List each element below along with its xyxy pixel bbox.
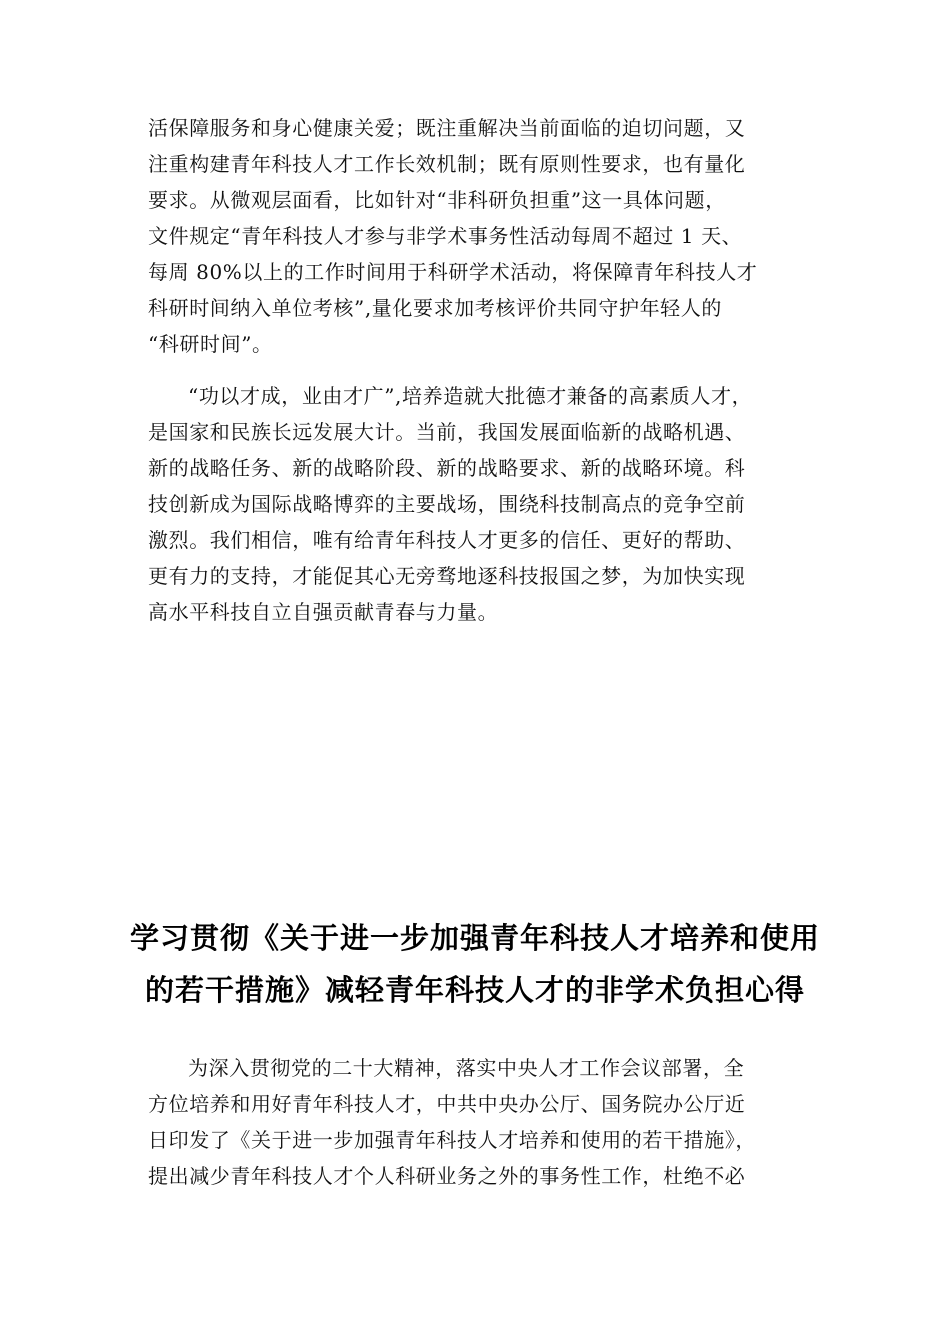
- text-line: 更有力的支持，才能促其心无旁骛地逐科技报国之梦，为加快实现: [148, 564, 746, 588]
- paragraph-conclusion: [148, 378, 808, 630]
- text-line: 每周 80%以上的工作时间用于科研学术活动，将保障青年科技人才: [148, 260, 758, 284]
- text-line: 科研时间纳入单位考核”,量化要求加考核评价共同守护年轻人的: [148, 296, 722, 320]
- text-line: 活保障服务和身心健康关爱；既注重解决当前面临的迫切问题，又: [148, 116, 746, 140]
- text-line: 提出减少青年科技人才个人科研业务之外的事务性工作，杜绝不必: [148, 1164, 746, 1188]
- text-line: 高水平科技自立自强贡献青春与力量。: [148, 600, 499, 624]
- paragraph-intro: [148, 1050, 808, 1194]
- text-line: “科研时间”。: [148, 332, 273, 356]
- text-line: 日印发了《关于进一步加强青年科技人才培养和使用的若干措施》，: [148, 1128, 756, 1152]
- text-line: 是国家和民族长远发展大计。当前，我国发展面临新的战略机遇、: [148, 420, 746, 444]
- article-title: [120, 912, 830, 1016]
- text-line: “功以才成，业由才广”,培养造就大批德才兼备的高素质人才，: [188, 384, 753, 408]
- text-line: 文件规定“青年科技人才参与非学术事务性活动每周不超过 1 天、: [148, 224, 743, 248]
- text-line: 激烈。我们相信，唯有给青年科技人才更多的信任、更好的帮助、: [148, 528, 746, 552]
- text-line: 要求。从微观层面看，比如针对“非科研负担重”这一具体问题，: [148, 188, 726, 212]
- title-line-1: 学习贯彻《关于进一步加强青年科技人才培养和使用: [129, 921, 820, 955]
- paragraph-continued: [148, 110, 808, 362]
- text-line: 新的战略任务、新的战略阶段、新的战略要求、新的战略环境。科: [148, 456, 746, 480]
- text-line: 为深入贯彻党的二十大精神，落实中央人才工作会议部署，全: [188, 1056, 745, 1080]
- text-line: 方位培养和用好青年科技人才，中共中央办公厅、国务院办公厅近: [148, 1092, 746, 1116]
- text-line: 技创新成为国际战略博弈的主要战场，围绕科技制高点的竞争空前: [148, 492, 746, 516]
- text-line: 注重构建青年科技人才工作长效机制；既有原则性要求，也有量化: [148, 152, 746, 176]
- title-line-2: 的若干措施》减轻青年科技人才的非学术负担心得: [144, 973, 805, 1007]
